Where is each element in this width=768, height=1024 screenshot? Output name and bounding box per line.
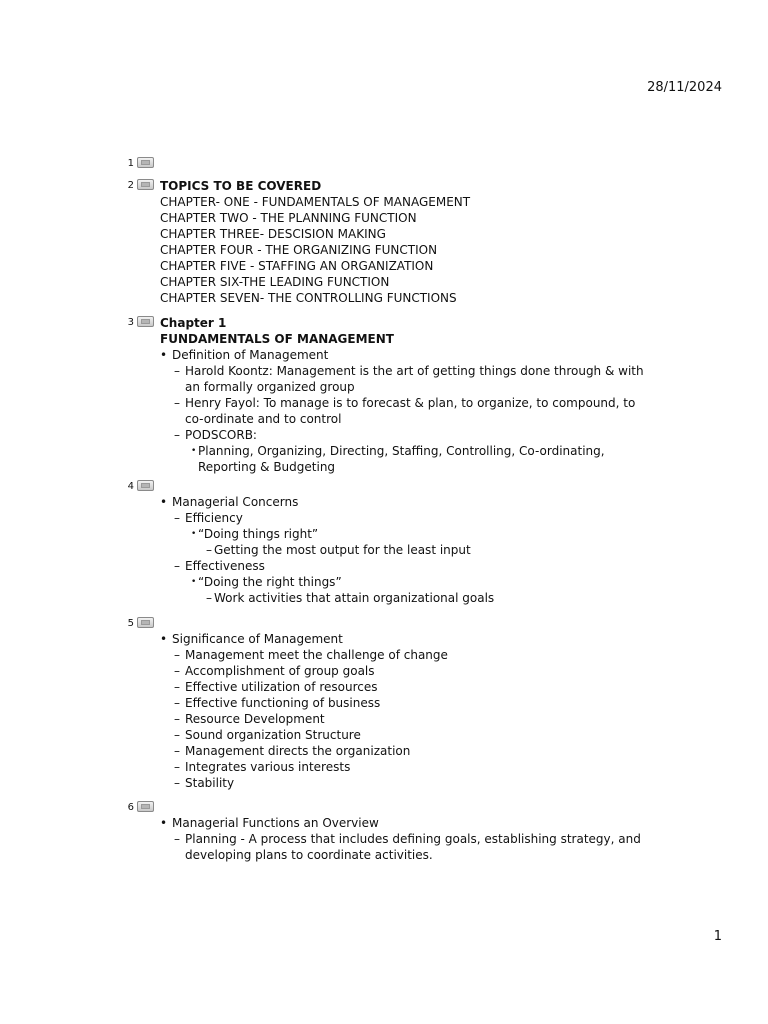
deep-bullet-item: – Work activities that attain organizational goals <box>160 590 650 606</box>
chapter-item: CHAPTER SEVEN- THE CONTROLLING FUNCTIONS <box>160 291 457 305</box>
slide-thumbnail-icon[interactable] <box>137 617 154 628</box>
slide-number: 1 <box>127 158 134 169</box>
nested-bullet-item: • “Doing things right” <box>160 526 650 542</box>
sub-bullet-item: – Effectiveness <box>160 558 650 574</box>
sub-bullet-item: – Planning - A process that includes defining goals, establishing strategy, and developing plans to coordinate activities. <box>160 831 650 863</box>
slide-number: 2 <box>127 180 134 191</box>
chapter-item: CHAPTER TWO - THE PLANNING FUNCTION <box>160 211 417 225</box>
sub-bullet-item: – Effective functioning of business <box>160 695 650 711</box>
sub-bullet-item: – Harold Koontz: Management is the art of getting things done through & with an formally organized group <box>160 363 650 395</box>
slide-thumbnail-icon[interactable] <box>137 157 154 168</box>
slide-thumbnail-icon[interactable] <box>137 316 154 327</box>
sub-bullet-item: – Accomplishment of group goals <box>160 663 650 679</box>
nested-bullet-item: • Planning, Organizing, Directing, Staffing, Controlling, Co-ordinating, Reporting & Budgeting <box>160 443 650 475</box>
slide-notes <box>160 178 650 306</box>
sub-bullet-item: – Integrates various interests <box>160 759 650 775</box>
chapter-item: CHAPTER FIVE - STAFFING AN ORGANIZATION <box>160 259 434 273</box>
sub-bullet-item: – Management meet the challenge of change <box>160 647 650 663</box>
bullet-item: • Managerial Concerns <box>160 494 650 510</box>
page-number: 1 <box>713 929 722 944</box>
sub-bullet-item: – Efficiency <box>160 510 650 526</box>
slide-thumbnail-icon[interactable] <box>137 801 154 812</box>
slide-number: 4 <box>127 481 134 492</box>
slide-thumbnail-icon[interactable] <box>137 480 154 491</box>
slide-title: Chapter 1 <box>160 316 227 330</box>
chapter-item: CHAPTER FOUR - THE ORGANIZING FUNCTION <box>160 243 438 257</box>
bullet-item: • Managerial Functions an Overview <box>160 815 650 831</box>
chapter-item: CHAPTER THREE- DESCISION MAKING <box>160 227 386 241</box>
print-date: 28/11/2024 <box>647 80 722 95</box>
slide-notes <box>160 494 650 606</box>
slide-notes <box>160 815 650 863</box>
chapter-item: CHAPTER- ONE - FUNDAMENTALS OF MANAGEMENT <box>160 195 471 209</box>
bullet-item: • Significance of Management <box>160 631 650 647</box>
sub-bullet-item: – PODSCORB: <box>160 427 650 443</box>
sub-bullet-item: – Henry Fayol: To manage is to forecast & plan, to organize, to compound, to co-ordinate and to control <box>160 395 650 427</box>
slide-number: 5 <box>127 618 134 629</box>
sub-bullet-item: – Management directs the organization <box>160 743 650 759</box>
bullet-item: • Definition of Management <box>160 347 650 363</box>
nested-bullet-item: • “Doing the right things” <box>160 574 650 590</box>
slide-number: 6 <box>127 802 134 813</box>
slide-number: 3 <box>127 317 134 328</box>
sub-bullet-item: – Stability <box>160 775 650 791</box>
deep-bullet-item: – Getting the most output for the least input <box>160 542 650 558</box>
slide-subtitle: FUNDAMENTALS OF MANAGEMENT <box>160 332 394 346</box>
slide-thumbnail-icon[interactable] <box>137 179 154 190</box>
slide-notes <box>160 315 650 475</box>
sub-bullet-item: – Effective utilization of resources <box>160 679 650 695</box>
slide-notes <box>160 631 650 791</box>
chapter-item: CHAPTER SIX-THE LEADING FUNCTION <box>160 275 390 289</box>
sub-bullet-item: – Resource Development <box>160 711 650 727</box>
sub-bullet-item: – Sound organization Structure <box>160 727 650 743</box>
slide-title: TOPICS TO BE COVERED <box>160 179 322 193</box>
